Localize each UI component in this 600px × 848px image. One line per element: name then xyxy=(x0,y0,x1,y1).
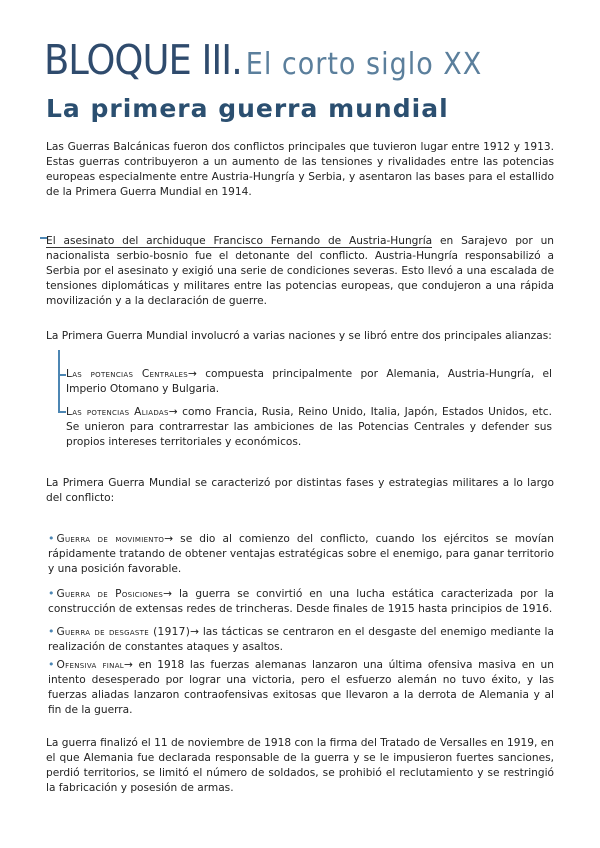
arrow-icon: → xyxy=(190,626,200,638)
arrow-icon: → xyxy=(164,533,174,545)
phase-text: la guerra se convirtió en una lucha estática caracterizada por la construcción de extensas redes de trincheras. Desde finales de 1915 hasta principios de 1916. xyxy=(48,588,555,615)
assassination-text: en Sarajevo por un nacionalista serbio-bosnio fue el detonante del conflicto. Austria-Hungría responsabilizó a Serbia por el asesinato y exigió una serie de condiciones severas. Esto llevó a una escalada de tensiones diplomáticas y militares entre las potencias europeas, que condujeron a una rápida movilización y a la declaración de guerre. xyxy=(46,235,555,307)
phase-name: Guerra de movimiento xyxy=(56,533,165,545)
underlined-phrase: El asesinato del archiduque Francisco Fernando de Austria-Hungría xyxy=(46,235,433,247)
conclusion-paragraph: La guerra finalizó el 11 de noviembre de 1918 con la firma del Tratado de Versalles en 1919, en el que Alemania fue declarada responsable de la guerra y se le impusieron fuertes sanciones, perdió territorios, se limitó el número de soldados, se prohibió el reclutamiento y se restringió la fabricación y posesión de armas. xyxy=(46,737,554,794)
phase-text: en 1918 las fuerzas alemanas lanzaron una última ofensiva masiva en un intento desesperado por lograr una victoria, pero el esfuerzo alemán no tuvo éxito, y las fuerzas aliadas lanzaron contraofensivas exitosas que llevaron a la derrota de Alemania y al fin de la guerra. xyxy=(48,659,554,716)
bracket-arrow-icon xyxy=(58,411,66,413)
bullet-icon: • xyxy=(48,658,55,671)
phase-item xyxy=(48,624,554,655)
intro-paragraph: Las Guerras Balcánicas fueron dos conflictos principales que tuvieron lugar entre 1912 y 1913. Estas guerras contribuyeron a un aumento de las tensiones y rivalidades entre las potencias europeas especialmente entre Austria-Hungría y Serbia, y asentaron las bases para el estallido de la Primera Guerra Mundial en 1914. xyxy=(46,141,554,198)
title-block-number: BLOQUE III. xyxy=(44,36,242,84)
arrow-icon: → xyxy=(187,368,197,380)
alliance-text: como Francia, Rusia, Reino Unido, Italia, Japón, Estados Unidos, etc. Se unieron para contrarrestar las ambiciones de las Potencias Centrales y defender sus propios intereses territoriales y económicos. xyxy=(66,406,552,448)
phase-name: Guerra de Posiciones xyxy=(56,588,164,600)
bracket-arrow-icon xyxy=(58,374,66,376)
phase-item xyxy=(48,586,554,617)
phase-text: se dio al comienzo del conflicto, cuando los ejércitos se movían rápidamente tratando de obtener ventajas estratégicas sobre el enemigo, para ganar territorio y una posición favorable. xyxy=(48,533,554,575)
alliance-name: Las potencias Aliadas xyxy=(66,406,169,418)
bullet-icon: • xyxy=(48,587,55,600)
alliance-item xyxy=(66,367,552,397)
arrow-icon: → xyxy=(168,406,178,418)
alliance-item xyxy=(66,405,552,450)
page-title xyxy=(44,36,482,84)
section-subtitle: La primera guerra mundial xyxy=(46,94,449,123)
arrow-icon: → xyxy=(163,588,173,600)
bracket-line xyxy=(58,350,60,412)
phases-intro: La Primera Guerra Mundial se caracterizó por distintas fases y estrategias militares a lo largo del conflicto: xyxy=(46,477,554,504)
bullet-icon: • xyxy=(48,625,55,638)
alliance-name: Las potencias Centrales xyxy=(66,368,188,380)
phase-item xyxy=(48,531,554,577)
title-block-name: El corto siglo XX xyxy=(245,47,483,82)
phase-name: Ofensiva final xyxy=(56,659,124,671)
bullet-icon: • xyxy=(48,532,55,545)
assassination-paragraph xyxy=(46,234,554,309)
alliance-text: compuesta principalmente por Alemania, Austria-Hungría, el Imperio Otomano y Bulgaria. xyxy=(66,368,552,395)
phase-text: las tácticas se centraron en el desgaste del enemigo mediante la realización de constantes ataques y asaltos. xyxy=(48,626,554,653)
arrow-icon: → xyxy=(123,659,133,671)
alliances-intro: La Primera Guerra Mundial involucró a varias naciones y se libró entre dos principales alianzas: xyxy=(46,330,552,342)
phase-item xyxy=(48,657,554,718)
phase-name: Guerra de desgaste (1917) xyxy=(56,626,191,638)
